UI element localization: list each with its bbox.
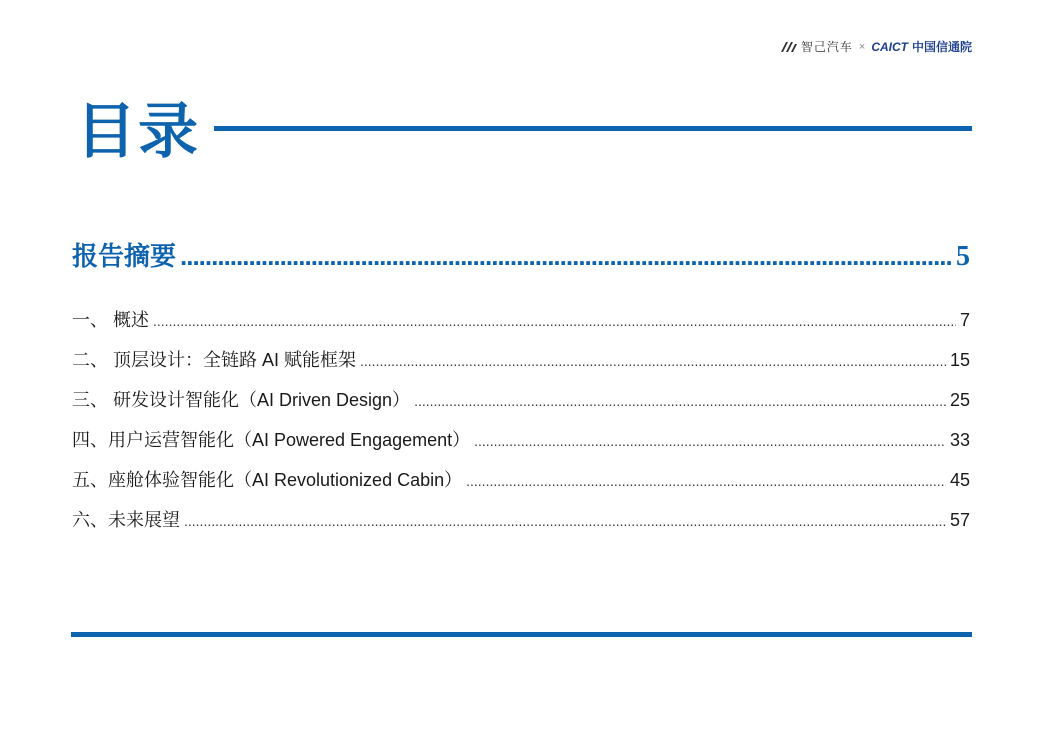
caict-logo-chinese: 中国信通院	[911, 40, 972, 54]
toc-leader	[474, 433, 946, 449]
toc-leader	[153, 313, 956, 329]
toc-item-page: 57	[949, 510, 970, 530]
toc-main-entry[interactable]	[72, 236, 970, 282]
toc-item-page: 25	[949, 390, 970, 410]
toc-main-page: 5	[956, 241, 970, 272]
toc-main-label: 报告摘要	[72, 241, 177, 271]
toc-item[interactable]	[72, 426, 970, 466]
toc-item[interactable]	[72, 466, 970, 506]
toc-item-page: 7	[959, 310, 970, 330]
toc-item[interactable]	[72, 346, 970, 386]
caict-logo-latin: CAICT	[871, 39, 908, 54]
toc-item[interactable]	[72, 506, 970, 546]
toc-item-label: 二、 顶层设计：全链路 AI 赋能框架	[72, 350, 357, 370]
title-rule	[214, 126, 972, 131]
zhiji-logo-text: 智己汽车	[800, 40, 853, 54]
header-logos	[781, 38, 972, 55]
zhiji-logo-icon	[781, 41, 797, 53]
toc-leader	[466, 473, 946, 489]
toc-item-label: 五、座舱体验智能化（AI Revolutionized Cabin）	[72, 470, 463, 490]
toc-item-page: 45	[949, 470, 970, 490]
toc-item-page: 33	[949, 430, 970, 450]
toc-item-label: 四、用户运营智能化（AI Powered Engagement）	[72, 430, 471, 450]
toc-item-label: 六、未来展望	[72, 510, 180, 530]
toc-item[interactable]	[72, 386, 970, 426]
toc-item-label: 一、 概述	[72, 310, 150, 330]
toc-leader	[184, 513, 946, 529]
bottom-rule	[71, 632, 972, 637]
toc-item-label: 三、 研发设计智能化（AI Driven Design）	[72, 390, 411, 410]
toc-leader	[414, 393, 946, 409]
toc-leader	[360, 353, 946, 369]
logo-separator: ×	[858, 40, 866, 53]
toc-leader	[180, 241, 952, 272]
table-of-contents	[72, 236, 970, 546]
toc-item[interactable]	[72, 306, 970, 346]
toc-item-page: 15	[949, 350, 970, 370]
page-title: 目录	[76, 97, 200, 167]
